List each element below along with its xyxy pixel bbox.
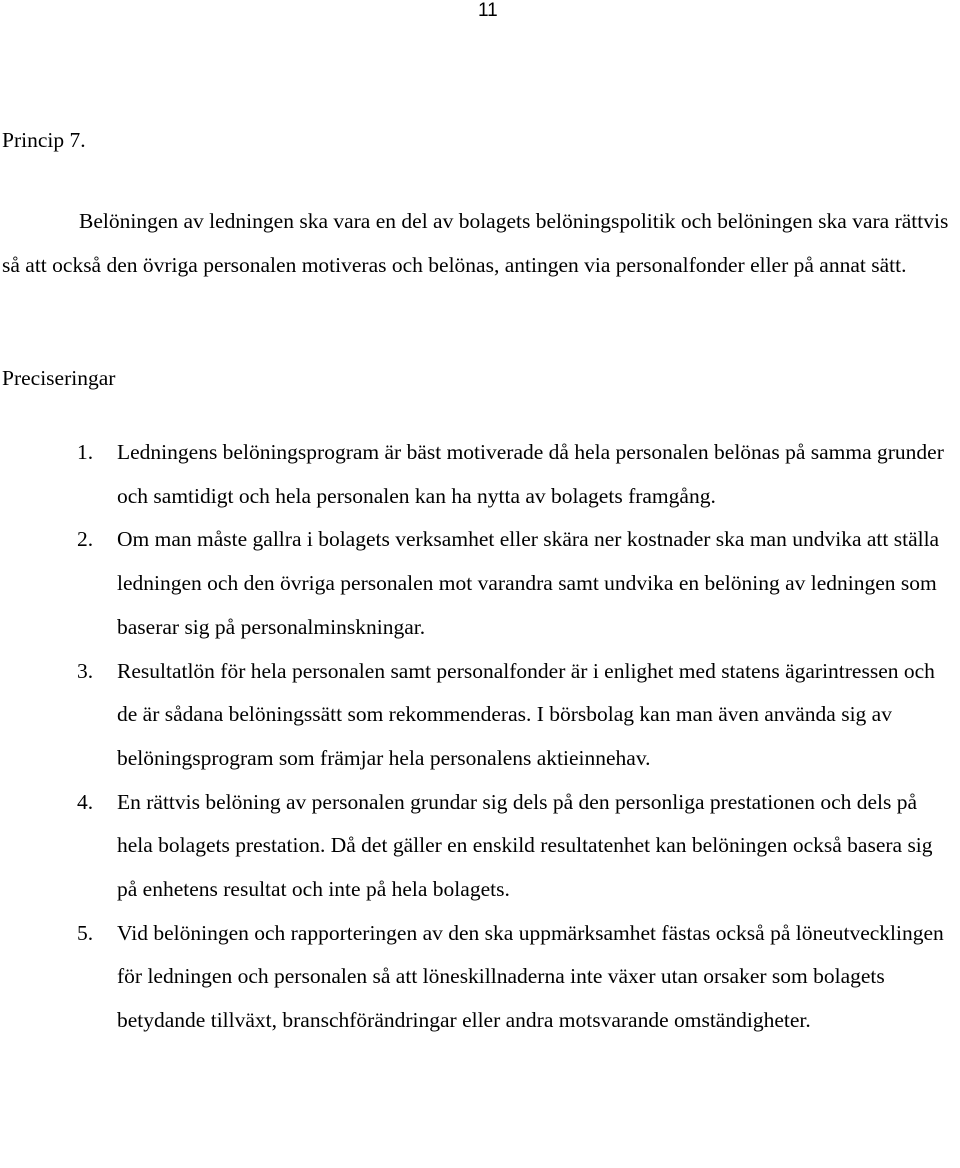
- list-item-number: 5.: [77, 920, 94, 945]
- list-item-number: 2.: [77, 527, 94, 552]
- list-item: [0, 431, 960, 518]
- list-item: [0, 518, 960, 649]
- page-number: 11: [478, 0, 498, 21]
- list-item-number: 1.: [77, 440, 94, 464]
- list-item-number: 4.: [77, 789, 94, 814]
- list-item: [0, 781, 960, 912]
- list-item: [0, 912, 960, 1043]
- refinements-heading: Preciseringar: [2, 366, 116, 390]
- list-item-text: Ledningens belöningsprogram är bäst motiverade då hela personalen belönas på samma grunder och samtidigt och hela personalen kan ha nytta av bolagets framgång.: [117, 440, 944, 508]
- list-item-text: Vid belöningen och rapporteringen av den ska uppmärksamhet fästas också på löneutvecklingen för ledningen och personalen så att löneskillnaderna inte växer utan orsaker som bolagets betydande tillväxt, branschförändringar eller andra motsvarande omständigheter.: [117, 920, 944, 1033]
- refinements-list: [0, 431, 960, 1043]
- list-item-number: 3.: [77, 658, 94, 683]
- list-item-text: En rättvis belöning av personalen grundar sig dels på den personliga prestationen och dels på hela bolagets prestation. Då det gäller en enskild resultatenhet kan belöningen också basera sig på enhetens resultat och inte på hela bolagets.: [117, 789, 933, 902]
- principle-text: Belöningen av ledningen ska vara en del av bolagets belöningspolitik och belöningen ska vara rättvis så att också den övriga personalen motiveras och belönas, antingen via personalfonder eller på annat sätt.: [2, 209, 949, 277]
- list-item: [0, 650, 960, 781]
- list-item-text: Resultatlön för hela personalen samt personalfonder är i enlighet med statens ägarintressen och de är sådana belöningssätt som rekommenderas. I börsbolag kan man även använda sig av belöningsprogram som främjar hela personalens aktieinnehav.: [117, 658, 935, 770]
- list-item-text: Om man måste gallra i bolagets verksamhet eller skära ner kostnader ska man undvika att ställa ledningen och den övriga personalen mot varandra samt undvika en belöning av ledningen som baserar sig på personalminskningar.: [117, 527, 940, 639]
- principle-heading: Princip 7.: [2, 128, 86, 152]
